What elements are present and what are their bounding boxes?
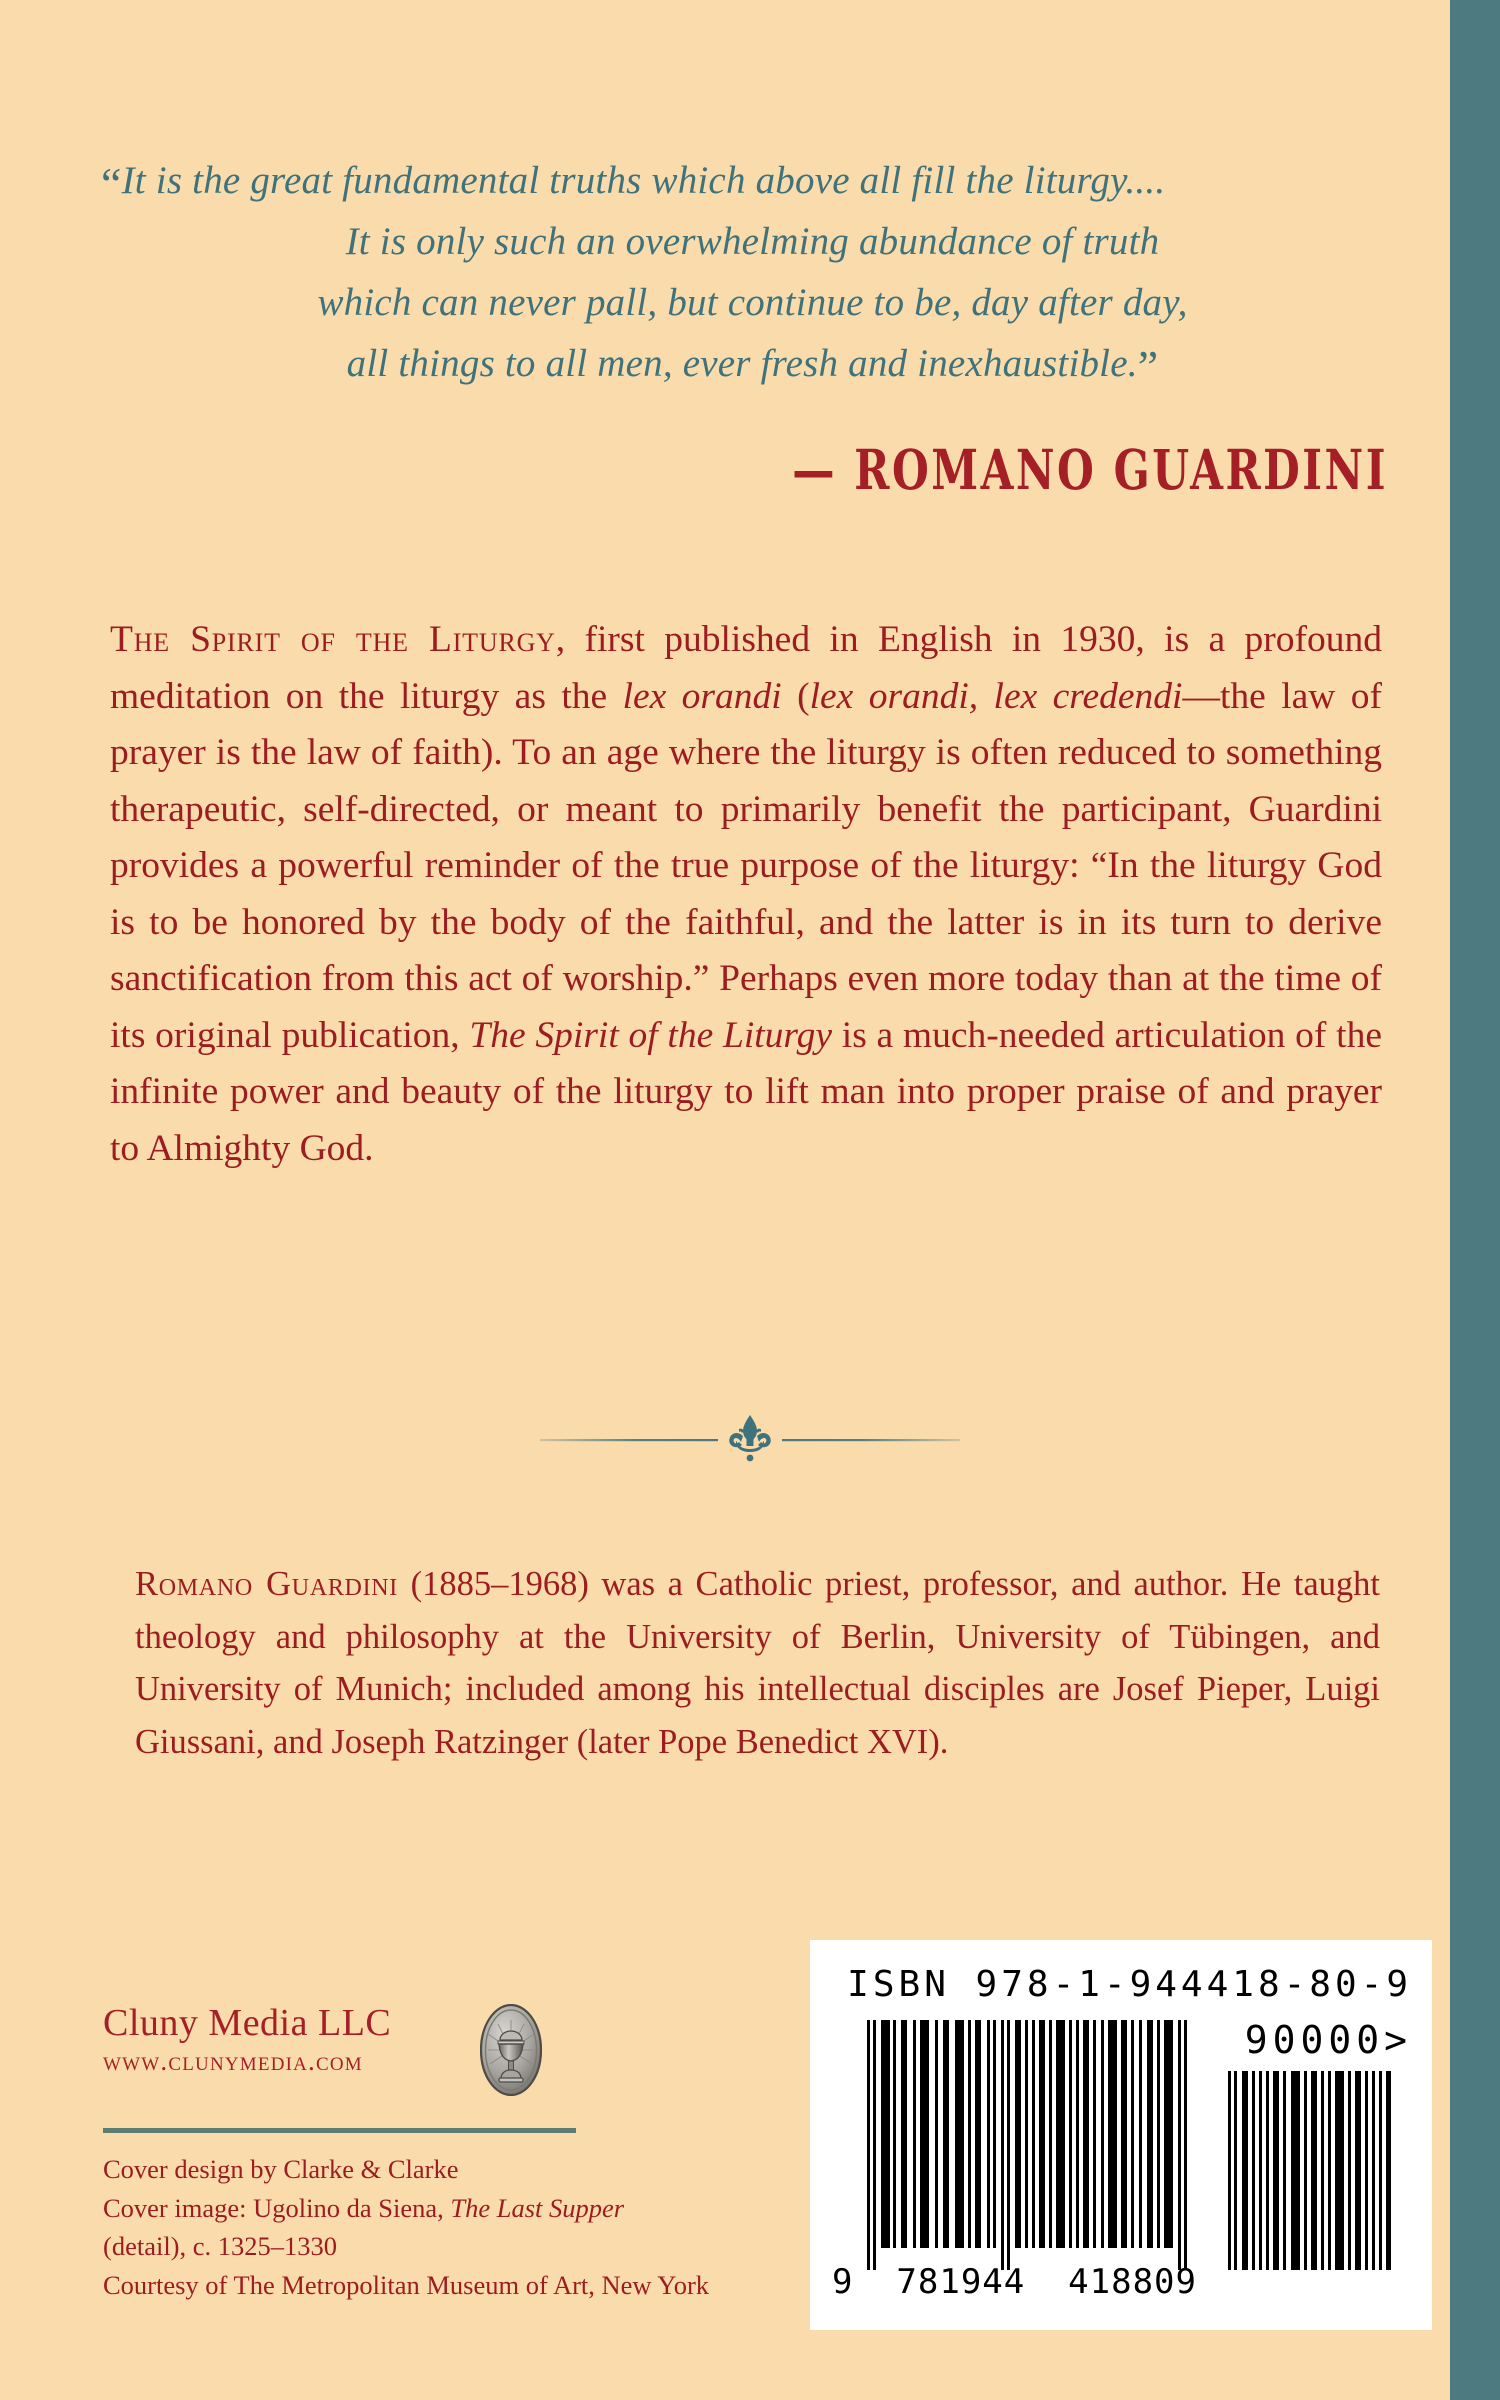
blurb-italic-2: lex orandi, lex credendi (809, 675, 1183, 717)
quote-line-4 (95, 333, 1410, 394)
fleuron-ornament-icon (540, 1408, 960, 1468)
blurb-segment-4: is a much-needed articulation of the infinite power and beauty of the liturgy to lift man into proper praise of and prayer to Almighty God. (110, 1014, 1382, 1169)
publisher-block (103, 2000, 573, 2108)
credit-image-prefix: Cover image: Ugolino da Siena, (103, 2192, 451, 2223)
bio-text: (1885–1968) was a Catholic priest, professor, and author. He taught theology and philosophy at the University of Berlin, University of Tübingen, and University of Munich; included among his intellectual disciples are Josef Pieper, Luigi Giussani, and Joseph Ratzinger (later Pope Benedict XVI). (135, 1565, 1380, 1761)
quote-line-4-text: all things to all men, ever fresh and inexhaustible. (346, 342, 1138, 385)
credit-artwork-title: The Last Supper (450, 2192, 625, 2223)
price-code-label: 90000> (1244, 2018, 1412, 2062)
chalice-medallion-logo-icon (480, 2004, 542, 2096)
quote-line-1-text: It is the great fundamental truths which above all fill the liturgy.... (121, 159, 1166, 202)
price-addon-barcode-bars (1228, 2071, 1391, 2270)
quote-attribution: — ROMANO GUARDINI (792, 438, 1388, 503)
isbn-number-label: ISBN 978-1-944418-80-9 (847, 1964, 1412, 2005)
quote-line-1 (95, 150, 1410, 211)
blurb-title: The Spirit of the Liturgy (110, 619, 556, 660)
publisher-row (103, 2000, 573, 2108)
ean13-barcode-bars (867, 2020, 1197, 2270)
pull-quote (95, 150, 1410, 394)
cover-credits (103, 2150, 823, 2304)
isbn-barcode-block (810, 1940, 1432, 2330)
quote-line-3: which can never pall, but continue to be, day after day, (317, 281, 1188, 324)
credit-line-date: (detail), c. 1325–1330 (103, 2231, 338, 2262)
spine-edge-band (1450, 0, 1500, 2400)
fleuron-divider (540, 1408, 960, 1468)
blurb-italic-3: The Spirit of the Liturgy (469, 1014, 833, 1056)
publisher-name: Cluny Media LLC (103, 2002, 392, 2044)
blurb-segment-1: , first published in English in 1930, is a profound meditation on the liturgy as the (110, 619, 1382, 717)
blurb-segment-3: —the law of prayer is the law of faith). To an age where the liturgy is often reduced to something therapeutic, self-directed, or meant to primarily benefit the participant, Guardini provides a powerful reminder of the true purpose of the liturgy: “In the liturgy God is to be honored by the body of the faithful, and the latter is in its turn to derive sanctification from this act of worship.” Perhaps even more today than at the time of its original publication, (110, 675, 1382, 1056)
credit-line-image (103, 2189, 823, 2228)
blurb-italic-1: lex orandi (622, 675, 782, 717)
publisher-divider-rule (103, 2128, 576, 2133)
book-description (110, 612, 1382, 1177)
ean13-human-readable-digits: 9 781944 418809 (832, 2262, 1197, 2302)
open-quote-mark: “ (101, 158, 122, 209)
close-quote-mark: ” (1137, 341, 1159, 392)
bio-author-name: Romano Guardini (135, 1565, 399, 1603)
blurb-segment-2: ( (781, 675, 810, 717)
publisher-url[interactable]: www.clunymedia.com (103, 2046, 363, 2076)
credit-line-courtesy: Courtesy of The Metropolitan Museum of Art, New York (103, 2269, 710, 2300)
author-bio (135, 1558, 1380, 1768)
credit-line-design: Cover design by Clarke & Clarke (103, 2154, 459, 2184)
quote-line-2: It is only such an overwhelming abundance of truth (345, 220, 1160, 263)
